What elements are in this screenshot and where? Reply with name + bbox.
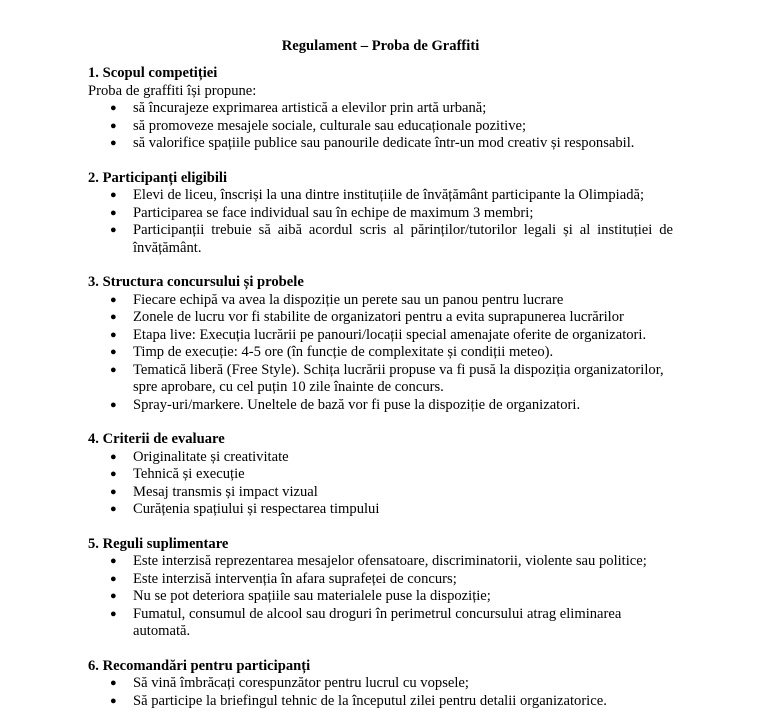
- bullet-icon: ●: [110, 607, 117, 620]
- list-item: ● Fumatul, consumul de alcool sau droguri în perimetrul concursului atrag eliminarea automată.: [110, 605, 622, 639]
- bullet-icon: ●: [110, 189, 117, 201]
- bullet-icon: ●: [110, 137, 117, 149]
- list-item: ● Originalitate și creativitate: [110, 448, 289, 465]
- bullet-icon: ●: [110, 555, 117, 567]
- section-evaluation-criteria: [88, 431, 673, 519]
- bullet-icon: ●: [110, 572, 117, 585]
- bullet-icon: ●: [110, 119, 117, 132]
- bullet-list: [88, 675, 673, 710]
- section-heading: 6. Recomandări pentru participanți: [88, 657, 311, 674]
- bullet-icon: ●: [110, 293, 117, 306]
- section-heading: 3. Structura concursului și probele: [88, 274, 304, 290]
- bullet-icon: ●: [110, 206, 117, 219]
- bullet-list: [88, 553, 673, 641]
- document-page: [88, 38, 673, 727]
- document-title: Regulament – Proba de Graffiti: [281, 38, 480, 54]
- bullet-icon: ●: [110, 398, 117, 411]
- list-item: ● să valorifice spațiile publice sau panourile dedicate într-un mod creativ și responsabil.: [110, 135, 635, 151]
- bullet-icon: ●: [110, 694, 117, 707]
- list-item: ● Să vină îmbrăcați corespunzător pentru lucrul cu vopsele;: [110, 675, 469, 691]
- bullet-icon: ●: [110, 450, 117, 463]
- bullet-icon: ●: [110, 224, 117, 236]
- list-item: ● să încurajeze exprimarea artistică a elevilor prin artă urbană;: [110, 100, 487, 116]
- bullet-icon: ●: [110, 102, 117, 114]
- list-item: ● Etapa live: Execuția lucrării pe panouri/locații special amenajate oferite de organizatori.: [110, 326, 647, 343]
- bullet-list: [88, 449, 673, 519]
- bullet-icon: ●: [110, 311, 117, 323]
- list-item: ● Este interzisă reprezentarea mesajelor ofensatoare, discriminatorii, violente sau politice;: [110, 553, 647, 569]
- bullet-icon: ●: [110, 363, 117, 376]
- section-scope: [88, 65, 673, 153]
- section-heading: 4. Criterii de evaluare: [88, 431, 225, 447]
- bullet-icon: ●: [110, 468, 117, 480]
- list-item: ● Spray-uri/markere. Uneltele de bază vor fi puse la dispoziție de organizatori.: [110, 396, 581, 413]
- list-item: ● Este interzisă intervenția în afara suprafeței de concurs;: [110, 570, 457, 587]
- list-item: ● Tematică liberă (Free Style). Schița lucrării propuse va fi pusă la dispoziția organizatorilor, spre aprobare, cu cel puțin 10 zile înainte de concurs.: [110, 361, 664, 395]
- bullet-icon: ●: [110, 485, 117, 498]
- list-item: ● Curățenia spațiului și respectarea timpului: [110, 501, 380, 517]
- list-item: ● Zonele de lucru vor fi stabilite de organizatori pentru a evita suprapunerea lucrărilor: [110, 309, 624, 325]
- section-heading: 2. Participanți eligibili: [88, 169, 228, 186]
- bullet-icon: ●: [110, 328, 117, 341]
- bullet-icon: ●: [110, 677, 117, 689]
- list-item: ● să promoveze mesajele sociale, culturale sau educaționale pozitive;: [110, 117, 527, 134]
- list-item: ● Participanții trebuie să aibă acordul scris al părinților/tutorilor legali și al instituției de învățământ.: [110, 222, 673, 256]
- list-item: ● Tehnică și execuție: [110, 466, 245, 482]
- bullet-icon: ●: [110, 346, 117, 358]
- bullet-list: [88, 292, 673, 415]
- list-item: ● Fiecare echipă va avea la dispoziție un perete sau un panou pentru lucrare: [110, 291, 564, 308]
- list-item: ● Elevi de liceu, înscriși la una dintre instituțiile de învățământ participante la Olimpiadă;: [110, 187, 645, 203]
- section-additional-rules: [88, 536, 673, 641]
- section-heading: 1. Scopul competiției: [88, 65, 218, 81]
- list-item: ● Mesaj transmis și impact vizual: [110, 483, 318, 500]
- bullet-icon: ●: [110, 590, 117, 602]
- section-recommendations: [88, 658, 673, 711]
- section-eligible-participants: [88, 170, 673, 258]
- bullet-icon: ●: [110, 503, 117, 515]
- section-structure: [88, 274, 673, 414]
- bullet-list: [88, 187, 673, 257]
- list-item: ● Timp de execuție: 4-5 ore (în funcție de complexitate și condiții meteo).: [110, 344, 554, 360]
- list-item: ● Participarea se face individual sau în echipe de maximum 3 membri;: [110, 204, 534, 221]
- section-heading: 5. Reguli suplimentare: [88, 535, 229, 552]
- list-item: ● Nu se pot deteriora spațiile sau materialele puse la dispoziție;: [110, 588, 491, 604]
- section-intro: Proba de graffiti își propune:: [88, 82, 257, 99]
- bullet-list: [88, 100, 673, 153]
- list-item: ● Să participe la briefingul tehnic de la începutul zilei pentru detalii organizatorice.: [110, 692, 607, 709]
